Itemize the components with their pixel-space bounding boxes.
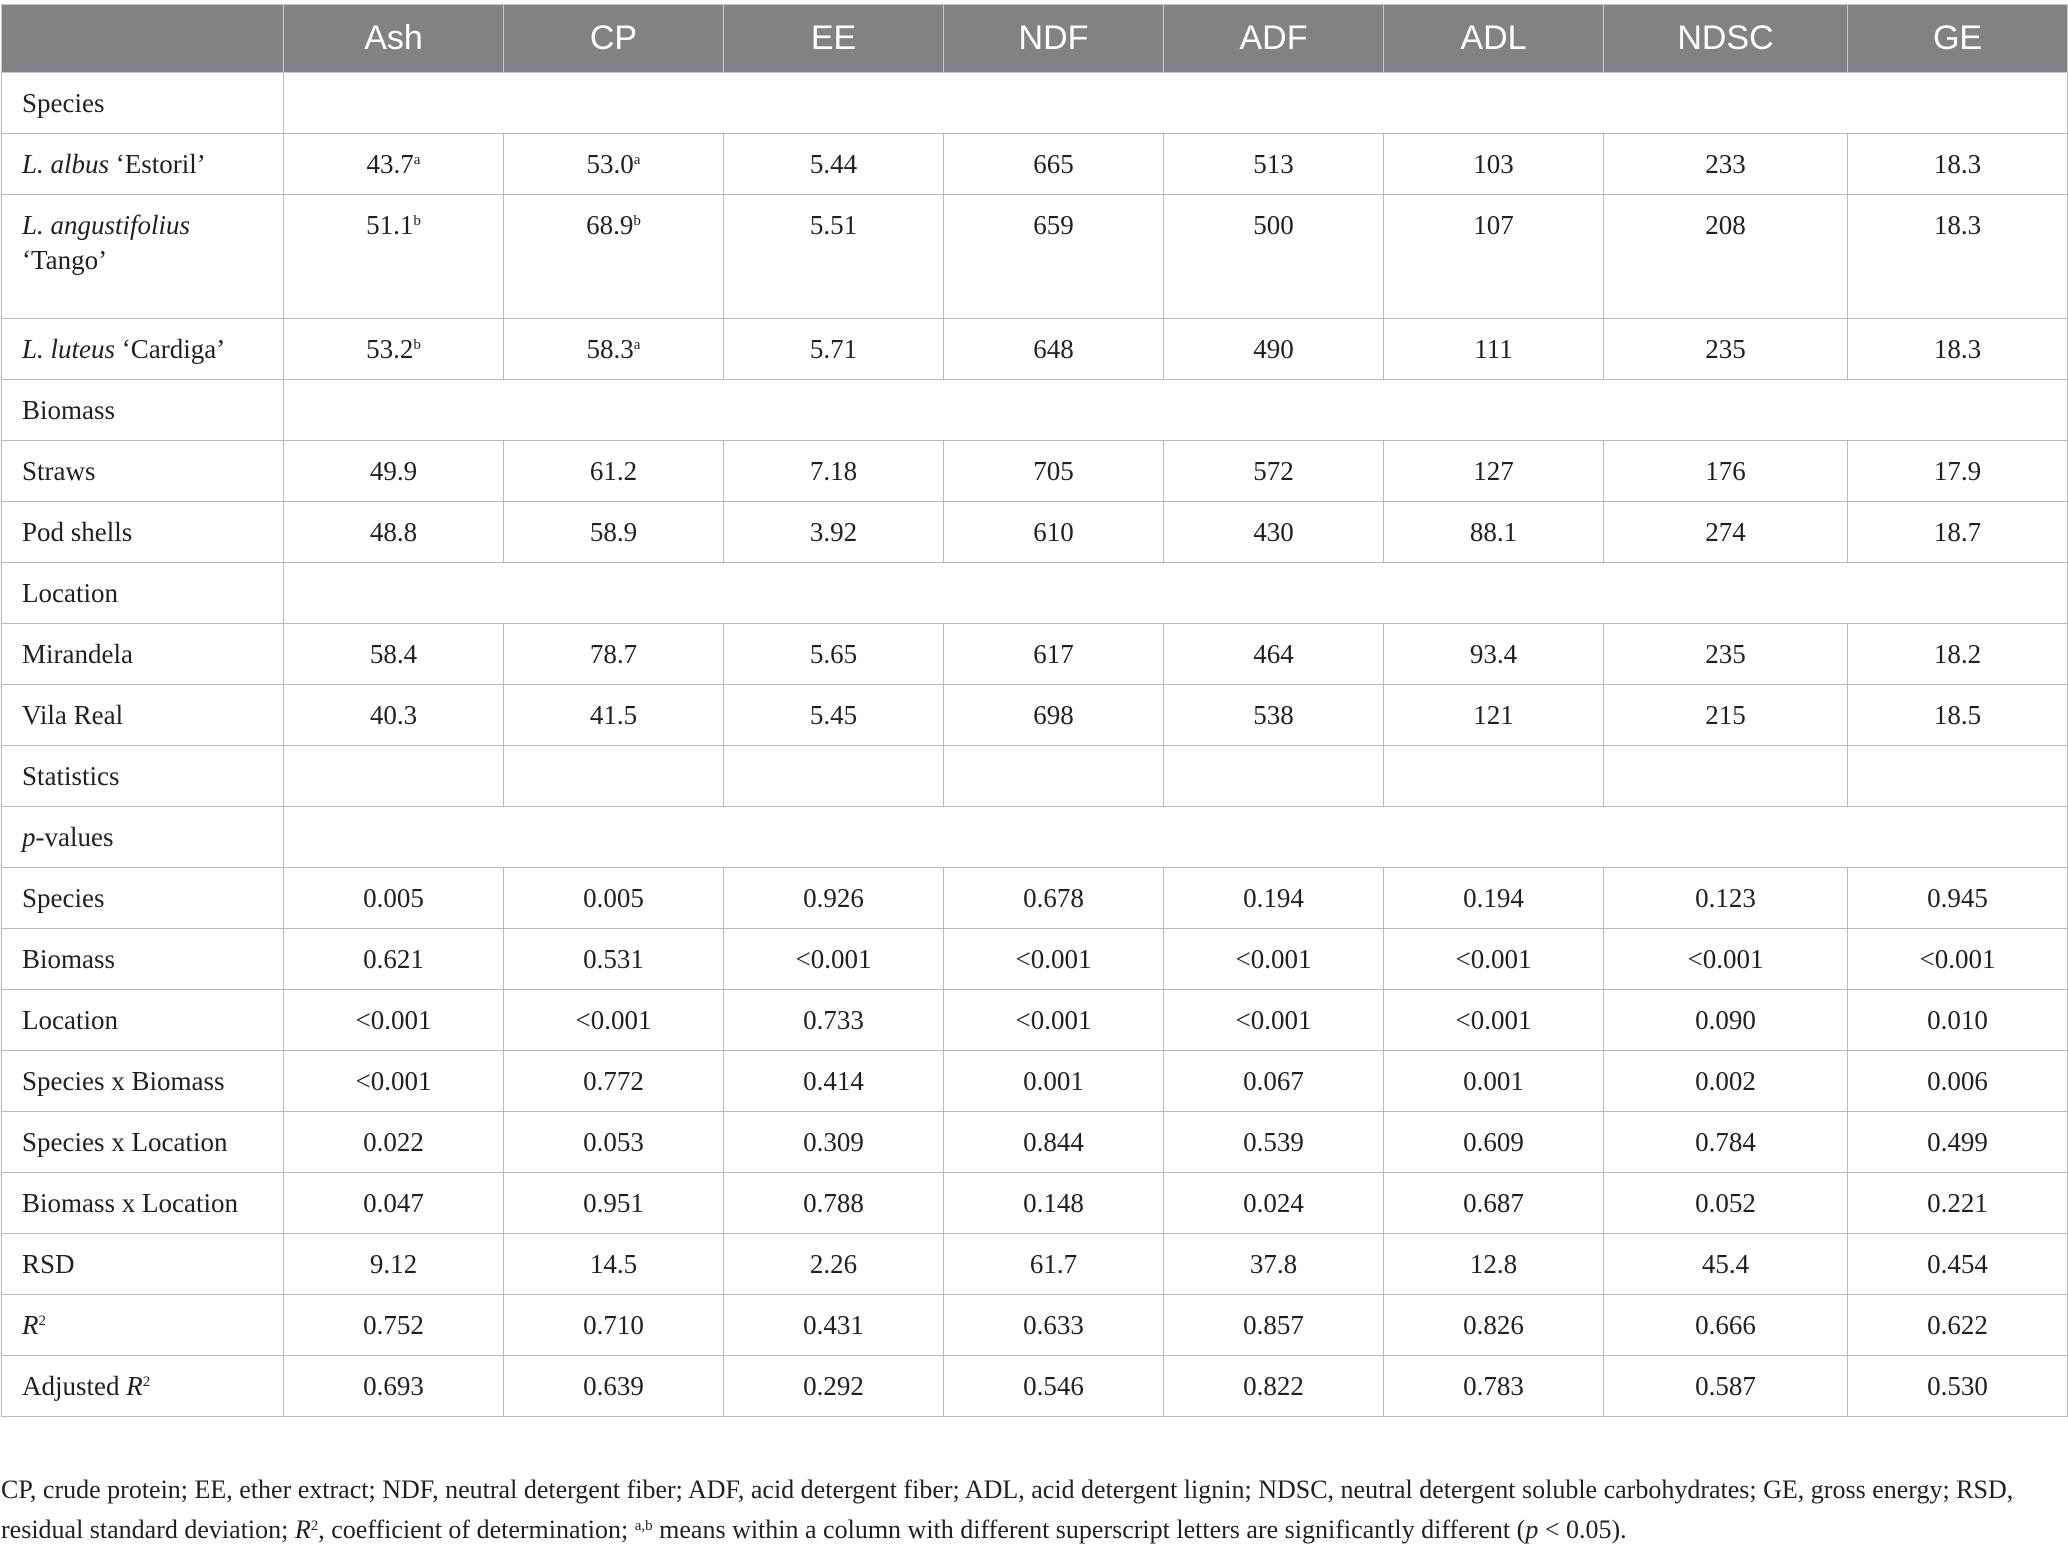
superscript: 2 xyxy=(142,1373,151,1390)
table-cell: 464 xyxy=(1164,624,1384,685)
empty-cell xyxy=(1848,746,2068,807)
row-label: Biomass x Location xyxy=(2,1173,284,1234)
section-row-location xyxy=(2,563,2068,624)
table-cell: 0.822 xyxy=(1164,1356,1384,1417)
footnote-text: CP, crude protein; EE, ether extract; NDF, neutral detergent fiber; ADF, acid detergent fiber; ADL, acid detergent lignin; NDSC, neutral detergent soluble carbohydrates; GE, gross energy; RSD, residual standard deviation; xyxy=(1,1475,2014,1544)
table-cell: 58.4 xyxy=(284,624,504,685)
table-cell: 274 xyxy=(1604,502,1848,563)
table-cell: 0.047 xyxy=(284,1173,504,1234)
table-footnote xyxy=(1,1470,2063,1550)
table-cell: 5.65 xyxy=(724,624,944,685)
table-cell: 0.783 xyxy=(1384,1356,1604,1417)
table-cell: 0.621 xyxy=(284,929,504,990)
table-cell: 0.053 xyxy=(504,1112,724,1173)
table-cell: 665 xyxy=(944,134,1164,195)
table-cell: 500 xyxy=(1164,195,1384,319)
table-cell: 37.8 xyxy=(1164,1234,1384,1295)
table-cell: 430 xyxy=(1164,502,1384,563)
row-label xyxy=(2,1295,284,1356)
section-filler xyxy=(284,380,2068,441)
row-label: Vila Real xyxy=(2,685,284,746)
table-row xyxy=(2,685,2068,746)
table-cell: 107 xyxy=(1384,195,1604,319)
table-cell: 0.633 xyxy=(944,1295,1164,1356)
row-label xyxy=(2,134,284,195)
table-cell: 176 xyxy=(1604,441,1848,502)
species-name-italic: L. albus xyxy=(22,148,110,179)
table-cell: 0.826 xyxy=(1384,1295,1604,1356)
header-cell-blank xyxy=(2,5,284,73)
table-cell: 0.292 xyxy=(724,1356,944,1417)
row-label: Pod shells xyxy=(2,502,284,563)
table-cell xyxy=(284,319,504,380)
table-cell: <0.001 xyxy=(504,990,724,1051)
section-filler xyxy=(284,73,2068,134)
results-table xyxy=(1,4,2068,1417)
table-cell: 0.005 xyxy=(504,868,724,929)
table-cell: 0.693 xyxy=(284,1356,504,1417)
table-cell: 0.733 xyxy=(724,990,944,1051)
table-cell: 208 xyxy=(1604,195,1848,319)
table-cell: 18.2 xyxy=(1848,624,2068,685)
table-cell: 0.194 xyxy=(1164,868,1384,929)
table-cell: 0.001 xyxy=(1384,1051,1604,1112)
table-cell: 93.4 xyxy=(1384,624,1604,685)
footnote-superscript: a,b xyxy=(634,1518,653,1534)
header-cp: CP xyxy=(504,5,724,73)
section-row-species xyxy=(2,73,2068,134)
table-cell: 215 xyxy=(1604,685,1848,746)
table-cell: 88.1 xyxy=(1384,502,1604,563)
table-cell: 0.687 xyxy=(1384,1173,1604,1234)
table-cell: 0.857 xyxy=(1164,1295,1384,1356)
empty-cell xyxy=(944,746,1164,807)
table-cell: 0.710 xyxy=(504,1295,724,1356)
table-cell: 0.010 xyxy=(1848,990,2068,1051)
table-cell: 617 xyxy=(944,624,1164,685)
table-cell: 0.454 xyxy=(1848,1234,2068,1295)
footnote-text: , coefficient of determination; xyxy=(318,1515,635,1544)
footnote-text: means within a column with different superscript letters are significantly different ( xyxy=(652,1515,1526,1544)
row-label: Mirandela xyxy=(2,624,284,685)
table-cell: 0.622 xyxy=(1848,1295,2068,1356)
table-cell: 45.4 xyxy=(1604,1234,1848,1295)
table-cell: 0.431 xyxy=(724,1295,944,1356)
table-row xyxy=(2,134,2068,195)
table-cell xyxy=(284,195,504,319)
table-cell: 5.44 xyxy=(724,134,944,195)
table-cell: 18.3 xyxy=(1848,134,2068,195)
table-row xyxy=(2,1112,2068,1173)
table-cell: 0.414 xyxy=(724,1051,944,1112)
table-cell: 0.024 xyxy=(1164,1173,1384,1234)
header-ndf: NDF xyxy=(944,5,1164,73)
table-cell: 121 xyxy=(1384,685,1604,746)
superscript: 2 xyxy=(38,1312,46,1329)
r-italic: R xyxy=(126,1370,143,1401)
footnote-r-italic: R xyxy=(294,1515,311,1544)
superscript-letter: a xyxy=(633,336,641,353)
header-ge: GE xyxy=(1848,5,2068,73)
table-cell: 40.3 xyxy=(284,685,504,746)
table-cell xyxy=(504,134,724,195)
cultivar-name: ‘Cardiga’ xyxy=(115,333,226,364)
table-cell: 5.71 xyxy=(724,319,944,380)
table-cell: <0.001 xyxy=(944,929,1164,990)
section-label-species: Species xyxy=(2,73,284,134)
table-cell: 48.8 xyxy=(284,502,504,563)
table-cell: <0.001 xyxy=(1164,990,1384,1051)
empty-cell xyxy=(1604,746,1848,807)
table-cell: 78.7 xyxy=(504,624,724,685)
table-cell: 513 xyxy=(1164,134,1384,195)
row-label: Species x Location xyxy=(2,1112,284,1173)
section-filler xyxy=(284,563,2068,624)
table-cell: <0.001 xyxy=(944,990,1164,1051)
row-label: Biomass xyxy=(2,929,284,990)
table-row xyxy=(2,502,2068,563)
table-cell: 0.951 xyxy=(504,1173,724,1234)
header-ee: EE xyxy=(724,5,944,73)
table-cell: 0.587 xyxy=(1604,1356,1848,1417)
table-cell: 0.221 xyxy=(1848,1173,2068,1234)
table-cell: 17.9 xyxy=(1848,441,2068,502)
table-cell: <0.001 xyxy=(1604,929,1848,990)
table-cell: 610 xyxy=(944,502,1164,563)
table-cell: 18.5 xyxy=(1848,685,2068,746)
table-cell: 0.784 xyxy=(1604,1112,1848,1173)
table-cell: 0.752 xyxy=(284,1295,504,1356)
empty-cell xyxy=(504,746,724,807)
table-cell: <0.001 xyxy=(284,990,504,1051)
cultivar-name: ‘Estoril’ xyxy=(109,148,206,179)
table-cell: 0.546 xyxy=(944,1356,1164,1417)
table-cell: 18.3 xyxy=(1848,319,2068,380)
table-cell: 41.5 xyxy=(504,685,724,746)
species-name-italic: L. luteus xyxy=(22,333,116,364)
row-label: Species x Biomass xyxy=(2,1051,284,1112)
empty-cell xyxy=(284,746,504,807)
table-cell xyxy=(504,319,724,380)
header-ndsc: NDSC xyxy=(1604,5,1848,73)
table-cell: 0.772 xyxy=(504,1051,724,1112)
table-cell: 0.001 xyxy=(944,1051,1164,1112)
table-cell: 490 xyxy=(1164,319,1384,380)
table-cell: 0.788 xyxy=(724,1173,944,1234)
table-row xyxy=(2,195,2068,319)
table-cell: 0.123 xyxy=(1604,868,1848,929)
table-row xyxy=(2,1234,2068,1295)
table-row xyxy=(2,441,2068,502)
section-label-biomass: Biomass xyxy=(2,380,284,441)
table-cell: 0.678 xyxy=(944,868,1164,929)
section-label-location: Location xyxy=(2,563,284,624)
table-cell: 111 xyxy=(1384,319,1604,380)
superscript-letter: b xyxy=(413,336,421,353)
table-cell: <0.001 xyxy=(724,929,944,990)
table-cell: 0.148 xyxy=(944,1173,1164,1234)
table-cell: 7.18 xyxy=(724,441,944,502)
footnote-text: < 0.05). xyxy=(1538,1515,1627,1544)
table-row xyxy=(2,929,2068,990)
table-cell: 12.8 xyxy=(1384,1234,1604,1295)
p-italic: p xyxy=(22,821,36,852)
table-row xyxy=(2,319,2068,380)
table-cell: <0.001 xyxy=(1384,929,1604,990)
table-cell: 0.666 xyxy=(1604,1295,1848,1356)
section-filler xyxy=(284,807,2068,868)
row-label xyxy=(2,195,284,319)
table-row xyxy=(2,624,2068,685)
table-cell: <0.001 xyxy=(1384,990,1604,1051)
section-row-pvalues xyxy=(2,807,2068,868)
adjusted-text: Adjusted xyxy=(22,1370,127,1401)
table-cell: 0.499 xyxy=(1848,1112,2068,1173)
table-cell: 235 xyxy=(1604,624,1848,685)
table-cell: 0.090 xyxy=(1604,990,1848,1051)
cell-value: 53.0 xyxy=(586,148,634,179)
table-cell: 103 xyxy=(1384,134,1604,195)
row-label: Location xyxy=(2,990,284,1051)
table-cell: 61.7 xyxy=(944,1234,1164,1295)
table-cell: 0.609 xyxy=(1384,1112,1604,1173)
table-cell: 0.002 xyxy=(1604,1051,1848,1112)
table-row xyxy=(2,990,2068,1051)
table-row xyxy=(2,1173,2068,1234)
table-cell: 0.005 xyxy=(284,868,504,929)
table-cell: 0.067 xyxy=(1164,1051,1384,1112)
cell-value: 58.3 xyxy=(586,333,634,364)
table-cell: 0.844 xyxy=(944,1112,1164,1173)
empty-cell xyxy=(1164,746,1384,807)
table-row xyxy=(2,868,2068,929)
footnote-p-italic: p xyxy=(1525,1515,1539,1544)
superscript-letter: a xyxy=(413,151,421,168)
table-cell: 235 xyxy=(1604,319,1848,380)
table-cell: 9.12 xyxy=(284,1234,504,1295)
superscript-letter: a xyxy=(633,151,641,168)
superscript-letter: b xyxy=(413,213,421,229)
row-label: Straws xyxy=(2,441,284,502)
species-name-italic: L. angustifolius xyxy=(22,210,191,240)
table-cell: 18.3 xyxy=(1848,195,2068,319)
cell-value: 53.2 xyxy=(366,333,414,364)
table-cell xyxy=(504,195,724,319)
pvalues-text: -values xyxy=(35,821,114,852)
table-cell: 127 xyxy=(1384,441,1604,502)
table-cell: 0.531 xyxy=(504,929,724,990)
empty-cell xyxy=(724,746,944,807)
section-row-biomass xyxy=(2,380,2068,441)
table-cell: 58.9 xyxy=(504,502,724,563)
table-cell: 0.926 xyxy=(724,868,944,929)
table-cell: <0.001 xyxy=(1848,929,2068,990)
table-cell: 538 xyxy=(1164,685,1384,746)
table-cell: 0.639 xyxy=(504,1356,724,1417)
table-cell: 705 xyxy=(944,441,1164,502)
cell-value: 68.9 xyxy=(586,210,634,240)
table-cell: 0.530 xyxy=(1848,1356,2068,1417)
header-adl: ADL xyxy=(1384,5,1604,73)
table-cell: 648 xyxy=(944,319,1164,380)
footnote-superscript: 2 xyxy=(310,1518,319,1534)
table-cell: 572 xyxy=(1164,441,1384,502)
table-cell xyxy=(284,134,504,195)
cell-value: 51.1 xyxy=(366,210,414,240)
table-cell: 698 xyxy=(944,685,1164,746)
table-cell: 233 xyxy=(1604,134,1848,195)
table-cell: 2.26 xyxy=(724,1234,944,1295)
superscript-letter: b xyxy=(633,213,641,229)
empty-cell xyxy=(1384,746,1604,807)
table-cell: 0.539 xyxy=(1164,1112,1384,1173)
table-cell: 14.5 xyxy=(504,1234,724,1295)
table-cell: <0.001 xyxy=(1164,929,1384,990)
table-row xyxy=(2,1051,2068,1112)
table-cell: 18.7 xyxy=(1848,502,2068,563)
section-label-statistics: Statistics xyxy=(2,746,284,807)
table-cell: 5.45 xyxy=(724,685,944,746)
row-label xyxy=(2,1356,284,1417)
table-cell: 0.309 xyxy=(724,1112,944,1173)
table-cell: 61.2 xyxy=(504,441,724,502)
table-cell: 49.9 xyxy=(284,441,504,502)
row-label: Species xyxy=(2,868,284,929)
table-cell: 0.194 xyxy=(1384,868,1604,929)
row-label: RSD xyxy=(2,1234,284,1295)
table-row xyxy=(2,1356,2068,1417)
table-cell: 0.006 xyxy=(1848,1051,2068,1112)
header-adf: ADF xyxy=(1164,5,1384,73)
r-italic: R xyxy=(22,1309,39,1340)
table-cell: 0.022 xyxy=(284,1112,504,1173)
section-label-pvalues xyxy=(2,807,284,868)
table-cell: 0.945 xyxy=(1848,868,2068,929)
table-cell: 5.51 xyxy=(724,195,944,319)
header-row xyxy=(2,5,2068,73)
section-row-statistics xyxy=(2,746,2068,807)
table-cell: 0.052 xyxy=(1604,1173,1848,1234)
row-label xyxy=(2,319,284,380)
header-ash: Ash xyxy=(284,5,504,73)
table-cell: 3.92 xyxy=(724,502,944,563)
table-cell: 659 xyxy=(944,195,1164,319)
table-cell: <0.001 xyxy=(284,1051,504,1112)
cell-value: 43.7 xyxy=(366,148,414,179)
cultivar-name: ‘Tango’ xyxy=(22,245,108,275)
table-row xyxy=(2,1295,2068,1356)
